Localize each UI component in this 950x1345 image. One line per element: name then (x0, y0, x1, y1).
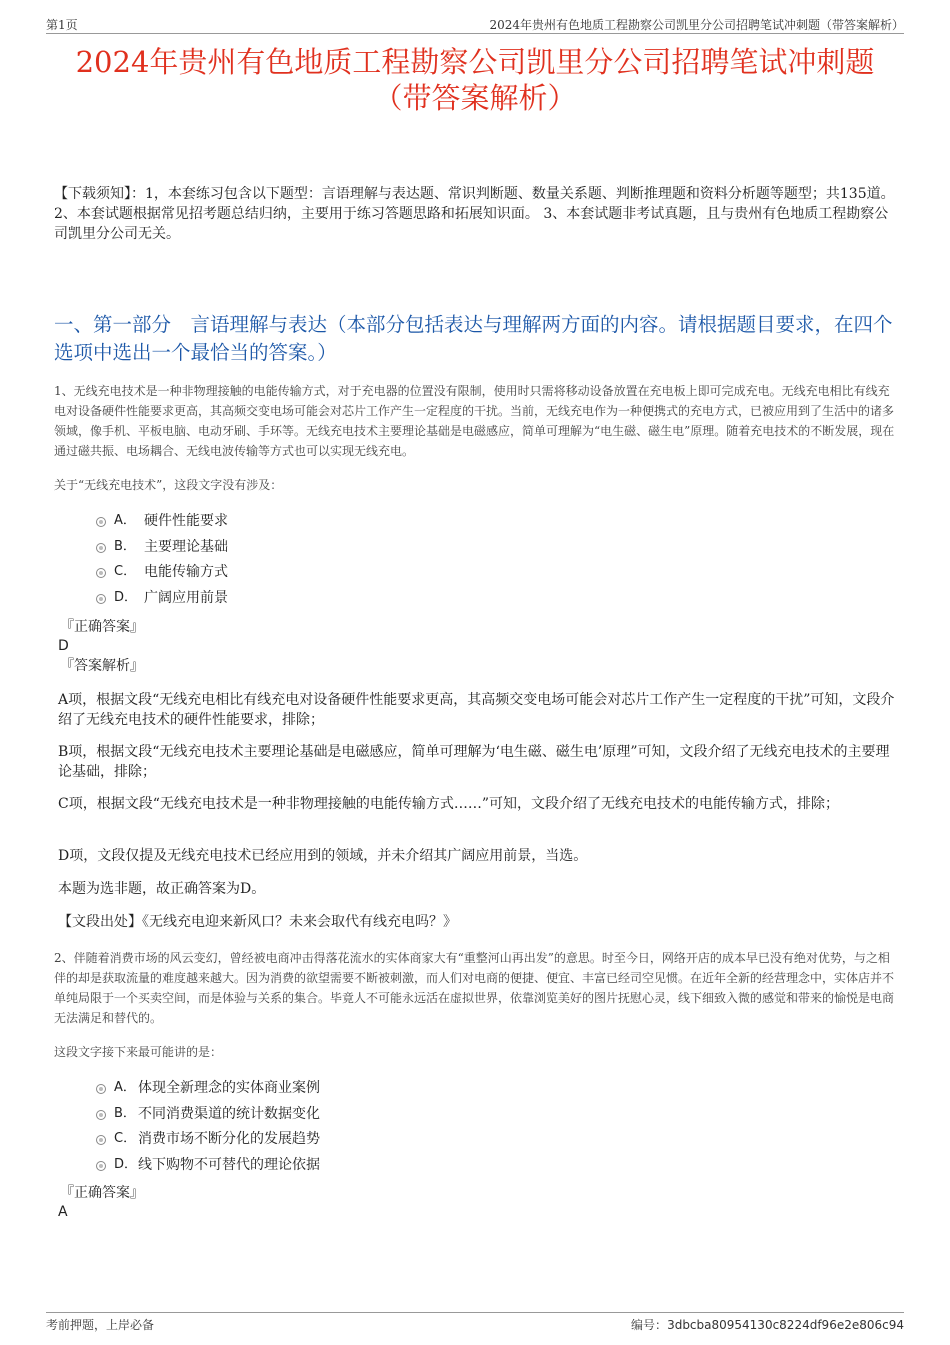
question-1-options (96, 509, 596, 611)
option-text: 体现全新理念的实体商业案例 (138, 1080, 320, 1096)
q1-analysis-c: C项，根据文段“无线充电技术是一种非物理接触的电能传输方式……”可知，文段介绍了无线充电技术的电能传输方式，排除； (58, 796, 840, 812)
option-text: 线下购物不可替代的理论依据 (138, 1156, 320, 1173)
q2-answer: A (58, 1204, 68, 1220)
option-text: 消费市场不断分化的发展趋势 (138, 1131, 320, 1148)
section-title: 一、第一部分 言语理解与表达（本部分包括表达与理解两方面的内容。请根据题目要求，在四个选项中选出一个最恰当的答案。） (54, 313, 893, 364)
document-title-line2: （带答案解析） (373, 81, 577, 115)
q1-analysis-label: 『答案解析』 (60, 658, 144, 674)
radio-icon[interactable] (96, 543, 106, 553)
radio-icon[interactable] (96, 1161, 106, 1171)
footer-code-value: 3dbcba80954130c8224df96e2e806c94 (667, 1318, 904, 1332)
option-text: 电能传输方式 (144, 564, 228, 581)
question-2-options (96, 1076, 596, 1178)
option-text: 主要理论基础 (144, 538, 228, 555)
q2-answer-label: 『正确答案』 (60, 1185, 144, 1201)
page-number: 第1页 (46, 18, 78, 32)
q2-option-c[interactable] (96, 1127, 596, 1153)
q1-source: 【文段出处】《无线充电迎来新风口？未来会取代有线充电吗？》 (58, 914, 457, 930)
option-letter: D． (114, 1156, 138, 1172)
footer-slogan: 考前押题，上岸必备 (46, 1318, 155, 1332)
q1-option-c[interactable] (96, 560, 596, 586)
question-2-prompt: 这段文字接下来最可能讲的是： (54, 1045, 223, 1059)
option-text: 不同消费渠道的统计数据变化 (138, 1105, 320, 1122)
option-letter: B． (114, 538, 136, 554)
q1-option-d[interactable] (96, 586, 596, 612)
option-letter: D． (114, 589, 138, 605)
q1-answer: D (58, 638, 69, 654)
option-letter: C． (114, 1131, 137, 1147)
q2-option-a[interactable] (96, 1076, 596, 1102)
download-notice: 【下载须知】：1，本套练习包含以下题型：言语理解与表达题、常识判断题、数量关系题、判断推理题和资料分析题等题型；共135道。 2、本套试题根据常见招考题总结归纳，主要用于练习答题思路和拓展知识面。 3、本套试题非考试真题，且与贵州有色地质工程勘察公司凯里分公司无关。 (54, 186, 895, 242)
radio-icon[interactable] (96, 517, 106, 527)
q1-option-a[interactable] (96, 509, 596, 535)
q1-answer-label: 『正确答案』 (60, 619, 144, 635)
question-2-stem: 2、伴随着消费市场的风云变幻，曾经被电商冲击得落花流水的实体商家大有“重整河山再出发”的意思。时至今日，网络开店的成本早已没有绝对优势，与之相伴的却是获取流量的难度越来越大。因为消费的欲望需要不断被刺激，而人们对电商的便捷、便宜、丰富已经司空见惯。在近年全新的经营理念中，实体店并不单纯局限于一个买卖空间，而是体验与关系的集合。毕竟人不可能永远活在虚拟世界，依靠浏览美好的图片抚慰心灵，线下细致入微的感觉和带来的愉悦是电商无法满足和替代的。 (54, 951, 895, 1025)
radio-icon[interactable] (96, 568, 106, 578)
radio-icon[interactable] (96, 594, 106, 604)
radio-icon[interactable] (96, 1084, 106, 1094)
q2-option-d[interactable] (96, 1153, 596, 1179)
q1-analysis-conclusion: 本题为选非题，故正确答案为D。 (58, 881, 266, 897)
document-title-line1: 2024年贵州有色地质工程勘察公司凯里分公司招聘笔试冲刺题 (75, 45, 875, 79)
option-letter: A． (114, 513, 136, 528)
q1-analysis-d: D项，文段仅提及无线充电技术已经应用到的领域，并未介绍其广阔应用前景，当选。 (58, 848, 588, 864)
footer-code (631, 1316, 904, 1333)
radio-icon[interactable] (96, 1110, 106, 1120)
radio-icon[interactable] (96, 1135, 106, 1145)
running-title: 2024年贵州有色地质工程勘察公司凯里分公司招聘笔试冲刺题（带答案解析） (489, 18, 904, 32)
q1-analysis-a: A项，根据文段“无线充电相比有线充电对设备硬件性能要求更高，其高频交变电场可能会对芯片工作产生一定程度的干扰”可知，文段介绍了无线充电技术的硬件性能要求，排除； (58, 692, 895, 728)
question-1-stem: 1、无线充电技术是一种非物理接触的电能传输方式，对于充电器的位置没有限制，使用时只需将移动设备放置在充电板上即可完成充电。无线充电相比有线充电对设备硬件性能要求更高，其高频交变电场可能会对芯片工作产生一定程度的干扰。当前，无线充电作为一种便携式的充电方式，已被应用到了生活中的诸多领域，像手机、平板电脑、电动牙刷、手环等。无线充电技术主要理论基础是电磁感应，简单可理解为“电生磁、磁生电”原理。随着充电技术的不断发展，现在通过磁共振、电场耦合、无线电波传输等方式也可以实现无线充电。 (54, 384, 895, 458)
option-letter: B． (114, 1105, 136, 1121)
q1-analysis-b: B项，根据文段“无线充电技术主要理论基础是电磁感应，简单可理解为‘电生磁、磁生电’原理”可知，文段介绍了无线充电技术的主要理论基础，排除； (58, 744, 890, 780)
footer-code-label: 编号： (631, 1318, 668, 1332)
document-title (40, 44, 910, 116)
option-letter: A． (114, 1080, 136, 1095)
option-text: 广阔应用前景 (144, 589, 228, 606)
q1-option-b[interactable] (96, 535, 596, 561)
q2-option-b[interactable] (96, 1102, 596, 1128)
option-text: 硬件性能要求 (144, 513, 228, 529)
page-footer (46, 1312, 904, 1334)
option-letter: C． (114, 564, 137, 580)
question-1-prompt: 关于“无线充电技术”，这段文字没有涉及： (54, 478, 283, 492)
page-header (46, 14, 904, 34)
